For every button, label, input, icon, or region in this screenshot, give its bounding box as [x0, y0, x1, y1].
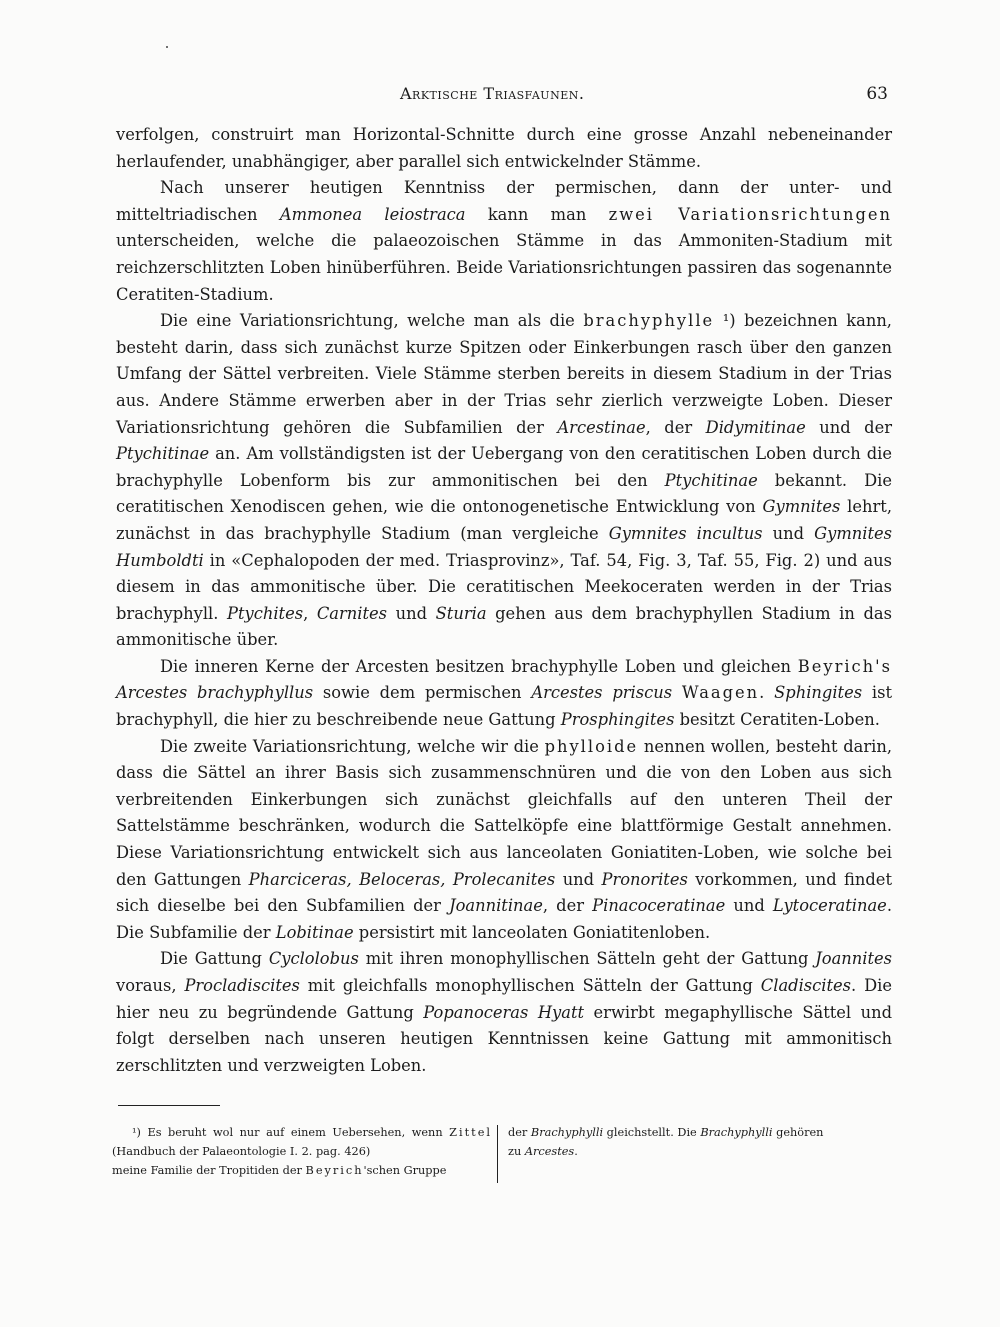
text-run: . — [574, 1145, 578, 1158]
paragraph-3 — [116, 308, 892, 654]
footnote-rule — [118, 1105, 220, 1106]
taxon-name: Pharciceras, Beloceras, Prolecanites — [248, 869, 556, 889]
taxon-name: Brachyphylli — [700, 1126, 773, 1139]
text-run: , der — [645, 417, 706, 437]
text-run: 'schen Gruppe — [363, 1164, 447, 1177]
text-run: Die Gattung — [160, 949, 269, 969]
footnote-line — [508, 1142, 892, 1161]
spaced-term: phylloide — [544, 736, 639, 756]
taxon-name: Gymnites Humboldti — [116, 523, 892, 570]
running-title: Arktische Triasfaunen. — [400, 84, 585, 103]
text-run: sowie dem permischen — [313, 683, 532, 703]
page-number: 63 — [866, 84, 888, 104]
author-name: Beyrich — [305, 1164, 364, 1177]
taxon-name: Ptychitinae — [116, 444, 210, 464]
taxon-name: Gymnites — [762, 497, 841, 517]
taxon-name: Joannites — [815, 949, 892, 969]
text-run: unterscheiden, welche die palaeozoischen Stämme in das Ammoniten-Stadium mit reichzerschlitzten Loben hinüberführen. Beide Variationsrichtungen passiren das sogenannte Ceratiten-Stadium. — [116, 231, 892, 304]
text-run: meine Familie der Tropitiden der — [112, 1164, 306, 1177]
taxon-name: Didymitinae — [705, 417, 806, 437]
text-run: und — [762, 523, 815, 543]
text-run: erwirbt megaphyllische Sättel und folgt derselben nach unseren heutigen Kenntnissen keine Gattung mit ammonitisch zerschlitzten und verzweigten Loben. — [116, 1002, 893, 1075]
text-run: mit ihren monophyllischen Sätteln geht der Gattung — [358, 949, 816, 969]
text-run: ¹) bezeichnen kann, besteht darin, dass sich zunächst kurze Spitzen oder Einkerbungen rasch über den ganzen Umfang der Sättel verbreiten. Viele Stämme sterben bereits in diesem Stadium in der Trias aus. Andere Stämme erwerben aber in der Trias sehr zierlich verzweigte Loben. Dieser Variationsrichtung gehören die Subfamilien der — [116, 311, 892, 437]
taxon-name: Arcestinae — [557, 417, 646, 437]
taxon-name: Ammonea leiostraca — [279, 204, 466, 224]
taxon-name: Cladiscites — [760, 976, 851, 995]
footnote-line — [112, 1161, 492, 1180]
text-run: und — [725, 896, 773, 916]
taxon-name: Prosphingites — [560, 710, 675, 730]
footnote-column-divider — [497, 1125, 498, 1183]
text-run: an. Am vollständigsten ist der Uebergang von den ceratitischen Loben durch die brachyphylle Lobenform bis zur ammonitischen bei den — [116, 444, 892, 490]
text-run: Die eine Variationsrichtung, welche man als die — [160, 311, 584, 331]
page-header — [388, 84, 898, 106]
taxon-name: Arcestes — [524, 1145, 575, 1158]
taxon-name: Arcestes priscus — [531, 683, 673, 703]
footnote-line — [112, 1123, 492, 1161]
taxon-name: Gymnites incultus — [608, 523, 763, 543]
text-run: . Die hier neu zu begründende Gattung — [116, 976, 893, 1022]
text-run: ¹) Es beruht wol nur auf einem Uebersehen, wenn — [132, 1126, 450, 1139]
taxon-name: Arcestes brachyphyllus — [116, 683, 314, 703]
text-run: und — [387, 603, 436, 623]
paragraph-4 — [116, 654, 892, 734]
taxon-name: Cyclolobus — [268, 949, 359, 969]
text-run — [672, 683, 682, 702]
taxon-name: Procladiscites — [184, 976, 300, 995]
text-run: gleichstellt. Die — [603, 1126, 701, 1139]
text-run: , — [303, 603, 317, 623]
taxon-name: Ptychitinae — [664, 470, 758, 490]
text-run: der — [508, 1126, 531, 1139]
text-run: Nach unserer heutigen Kenntniss der permischen, dann der unter- und mitteltriadischen — [116, 178, 892, 224]
text-run: nennen wollen, besteht darin, dass die Sättel an ihrer Basis sich zusammenschnüren und die von den Loben aus sich verbreitenden Einkerbungen sich zunächst gleichfalls auf den unteren Theil der Sattelstämme beschränken, wodurch die Sattelköpfe eine blattförmige Gestalt annehmen. Diese Variationsrichtung entwickelt sich aus lanceolaten Goniatiten-Loben, wie solche bei den Gattungen — [116, 736, 892, 889]
taxon-name: Sphingites — [774, 683, 863, 703]
author-name: Beyrich's — [797, 656, 892, 676]
author-name: Zittel — [449, 1126, 492, 1139]
paragraph-5 — [116, 734, 892, 947]
footnote-line — [508, 1123, 892, 1142]
text-run: . — [759, 683, 775, 703]
text-run: in «Cephalopoden der med. Triasprovinz», Taf. 54, Fig. 3, Taf. 55, Fig. 2) und aus diesem in das ammonitische über. Die ceratitischen Meekoceraten werden in der Trias brachyphyll. — [116, 550, 892, 623]
taxon-name: Carnites — [316, 603, 388, 623]
text-run: und — [555, 869, 602, 889]
taxon-name: Joannitinae — [449, 896, 543, 916]
text-run: bekannt. Die ceratitischen Xenodiscen gehen, wie die ontonogenetische Entwicklung von — [116, 470, 892, 517]
paragraph-6 — [116, 946, 892, 1079]
text-run: lehrt, zunächst in das brachyphylle Stadium (man vergleiche — [116, 497, 892, 543]
text-run: , der — [542, 896, 593, 916]
text-run: ist brachyphyll, die hier zu beschreibende neue Gattung — [116, 683, 892, 730]
text-run: . Die Subfamilie der — [116, 896, 892, 942]
taxon-name: Sturia — [435, 603, 487, 623]
text-run: mit gleichfalls monophyllischen Sätteln der Gattung — [299, 976, 761, 995]
text-run: gehören — [772, 1126, 824, 1139]
text-run: zu — [508, 1145, 525, 1158]
text-run: persistirt mit lanceolaten Goniatitenloben. — [353, 922, 711, 942]
taxon-name: Lytoceratinae — [772, 896, 887, 916]
text-run: voraus, — [116, 976, 185, 995]
taxon-name: Pinacoceratinae — [592, 896, 726, 916]
taxon-name: Popanoceras Hyatt — [423, 1002, 585, 1022]
paragraph-2 — [116, 175, 892, 308]
taxon-name: Pronorites — [601, 869, 688, 889]
text-run: (Handbuch der Palaeontologie I. 2. pag. 426) — [112, 1145, 371, 1158]
text-run: besitzt Ceratiten-Loben. — [674, 710, 880, 730]
taxon-name: Ptychites — [227, 603, 304, 623]
text-run: Die inneren Kerne der Arcesten besitzen brachyphylle Loben und gleichen — [160, 656, 798, 676]
spaced-term: zwei Variationsrichtungen — [608, 204, 893, 224]
text-run: und der — [805, 417, 892, 437]
author-name: Waagen — [681, 683, 760, 703]
footnote-right-column — [508, 1123, 892, 1161]
text-run: vorkommen, und findet sich dieselbe bei den Subfamilien der — [116, 869, 892, 916]
spaced-term: brachyphylle — [583, 311, 715, 331]
text-run: kann man — [465, 204, 609, 224]
body-text — [116, 122, 892, 1079]
print-speck — [166, 46, 168, 48]
text-run: gehen aus dem brachyphyllen Stadium in das ammonitische über. — [116, 603, 892, 650]
taxon-name: Lobitinae — [275, 922, 354, 942]
footnote-left-column — [112, 1123, 492, 1180]
text-run: Die zweite Variationsrichtung, welche wir die — [160, 736, 545, 756]
paragraph-1: verfolgen, construirt man Horizontal-Schnitte durch eine grosse Anzahl nebeneinander herlaufender, unabhängiger, aber parallel sich entwickelnder Stämme. — [116, 125, 892, 171]
taxon-name: Brachyphylli — [530, 1126, 604, 1139]
